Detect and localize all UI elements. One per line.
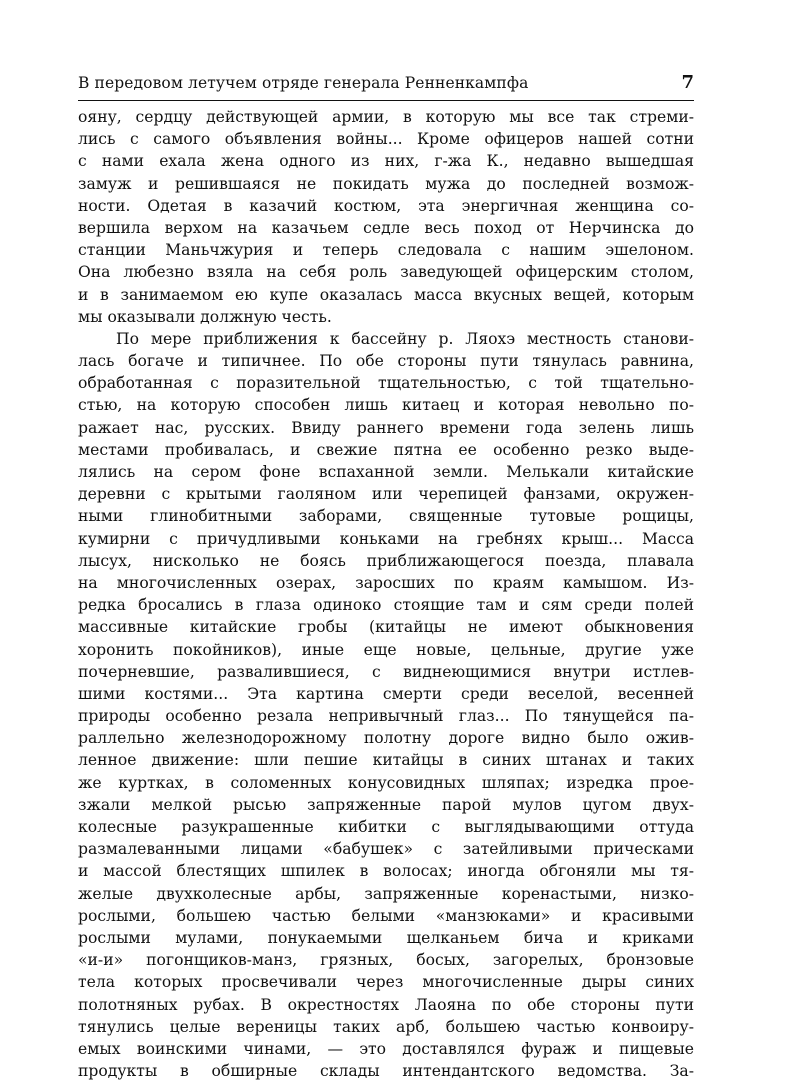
text-line: почерневшие, развалившиеся, с виднеющимися внутри истлев- — [78, 662, 694, 681]
text-line: раллельно железнодорожному полотну дороге видно было ожив- — [78, 729, 694, 748]
text-line: лысух, нисколько не боясь приближающегося поезда, плавала — [78, 551, 694, 570]
running-title: В передовом летучем отряде генерала Ренненкампфа — [78, 74, 529, 92]
page-header — [78, 72, 694, 98]
body-text — [78, 106, 694, 1082]
text-line: же куртках, в соломенных конусовидных шляпах; изредка прое- — [78, 773, 694, 792]
text-line: емых воинскими чинами, — это доставлялся фураж и пищевые — [78, 1039, 694, 1058]
text-line: полотняных рубах. В окрестностях Лаояна по обе стороны пути — [78, 995, 694, 1014]
text-line: деревни с крытыми гаоляном или черепицей фанзами, окружен- — [78, 485, 694, 504]
text-line: с нами ехала жена одного из них, г-жа К., недавно вышедшая — [78, 152, 694, 171]
text-line: По мере приближения к бассейну р. Ляохэ местность станови- — [116, 329, 694, 348]
text-line: ояну, сердцу действующей армии, в которую мы все так стреми- — [78, 108, 694, 126]
text-line: вершила верхом на казачьем седле весь поход от Нерчинска до — [78, 218, 694, 237]
page-number: 7 — [681, 72, 694, 93]
text-line: на многочисленных озерах, заросших по краям камышом. Из- — [78, 573, 694, 592]
text-line: «и-и» погонщиков-манз, грязных, босых, загорелых, бронзовые — [78, 951, 694, 970]
text-line: замуж и решившаяся не покидать мужа до последней возмож- — [78, 174, 694, 193]
text-line: рослыми мулами, понукаемыми щелканьем бича и криками — [78, 928, 694, 947]
text-line: станции Маньчжурия и теперь следовала с нашим эшелоном. — [78, 241, 694, 260]
text-line: редка бросались в глаза одиноко стоящие там и сям среди полей — [78, 596, 694, 615]
text-line: обработанная с поразительной тщательностью, с той тщательно- — [78, 374, 694, 393]
text-line: колесные разукрашенные кибитки с выглядывающими оттуда — [78, 818, 694, 836]
text-line: природы особенно резала непривычный глаз... По тянущейся па- — [78, 707, 694, 726]
text-line: ражает нас, русских. Ввиду раннего времени года зелень лишь — [78, 418, 694, 437]
text-line: желые двухколесные арбы, запряженные коренастыми, низко- — [78, 884, 694, 903]
text-line: размалеванными лицами «бабушек» с затейливыми прическами — [78, 840, 694, 859]
text-line: и массой блестящих шпилек в волосах; иногда обгоняли мы тя- — [78, 862, 694, 881]
text-line: ными глинобитными заборами, священные тутовые рощицы, — [78, 507, 694, 526]
text-line: продукты в обширные склады интендантского ведомства. За- — [78, 1062, 694, 1081]
text-line: рослыми, большею частью белыми «манзюками» и красивыми — [78, 906, 694, 925]
text-line: шими костями... Эта картина смерти среди веселой, весенней — [78, 684, 694, 703]
text-line: местами пробивалась, и свежие пятна ее особенно резко выде- — [78, 440, 694, 459]
text-line: мы оказывали должную честь. — [78, 307, 332, 326]
text-line: Она любезно взяла на себя роль заведующей офицерским столом, — [78, 263, 694, 282]
text-line: хоронить покойников), иные еще новые, цельные, другие уже — [78, 640, 694, 659]
text-line: ленное движение: шли пешие китайцы в синих штанах и таких — [78, 751, 694, 770]
text-line: лись с самого объявления войны... Кроме офицеров нашей сотни — [78, 130, 694, 149]
text-line: массивные китайские гробы (китайцы не имеют обыкновения — [78, 618, 694, 637]
text-line: кумирни с причудливыми коньками на гребнях крыш... Масса — [78, 529, 694, 548]
header-rule — [78, 100, 694, 101]
text-line: тела которых просвечивали через многочисленные дыры синих — [78, 973, 694, 992]
text-line: лась богаче и типичнее. По обе стороны пути тянулась равнина, — [78, 352, 694, 371]
text-line: зжали мелкой рысью запряженные парой мулов цугом двух- — [78, 795, 694, 814]
text-line: стью, на которую способен лишь китаец и которая невольно по- — [78, 396, 694, 415]
text-line: и в занимаемом ею купе оказалась масса вкусных вещей, которым — [78, 285, 694, 304]
text-line: тянулись целые вереницы таких арб, большею частью конвоиру- — [78, 1017, 694, 1036]
text-line: лялись на сером фоне вспаханной земли. Мелькали китайские — [78, 463, 694, 481]
text-line: ности. Одетая в казачий костюм, эта энергичная женщина со- — [78, 196, 694, 215]
